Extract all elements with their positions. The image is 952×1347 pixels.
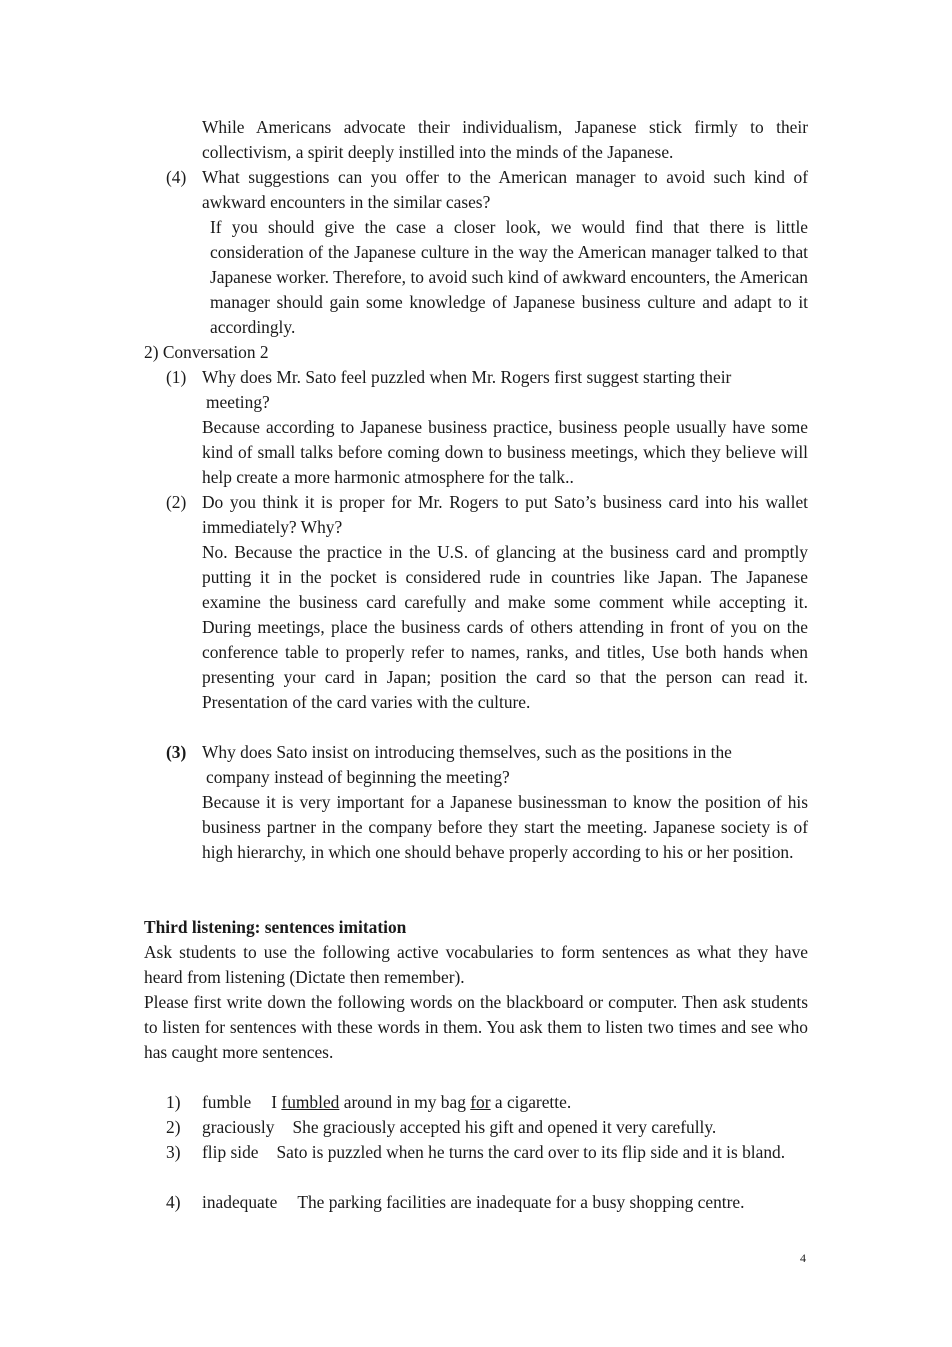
list-item (202, 1090, 808, 1115)
vocab-word: inadequate (202, 1192, 278, 1212)
page-number: 4 (800, 1251, 806, 1265)
vocab-sentence: She graciously accepted his gift and opened it very carefully. (292, 1117, 717, 1137)
third-listening-paragraph-1: Ask students to use the following active vocabularies to form sentences as what they have heard from listening (Dictate then remember). (144, 942, 808, 987)
conv2-q2-answer: No. Because the practice in the U.S. of glancing at the business card and promptly putting it in the pocket is considered rude in countries like Japan. The Japanese examine the business card carefully and make some comment while accepting it. During meetings, place the business cards of others attending in front of you on the conference table to properly refer to names, ranks, and titles, Use both hands when presenting your card in Japan; position the card so that the person can read it. Presentation of the card varies with the culture. (202, 542, 808, 712)
list-item (202, 1115, 808, 1140)
vocab-sentence-underlined-word: for (470, 1092, 491, 1112)
list-item (202, 1140, 808, 1165)
conversation2-heading: 2) Conversation 2 (144, 342, 269, 362)
conv1-q4-number: (4) (166, 167, 187, 187)
third-listening-heading: Third listening: sentences imitation (144, 917, 407, 937)
conv2-q1-answer: Because according to Japanese business practice, business people usually have some kind of small talks before coming down to business meetings, which they believe will help create a more harmonic atmosphere for the talk.. (202, 417, 808, 487)
vocab-word: graciously (202, 1117, 275, 1137)
vocab-item-number: 3) (166, 1142, 181, 1162)
conv2-q3-answer: Because it is very important for a Japanese businessman to know the position of his business partner in the company before they start the meeting. Japanese society is of high hierarchy, in which one should behave properly according to his or her position. (202, 792, 808, 862)
list-item (202, 1190, 808, 1215)
conv2-q3-number: (3) (166, 742, 187, 762)
vocab-item-number: 4) (166, 1192, 181, 1212)
conversation1-answer3-continued: While Americans advocate their individualism, Japanese stick firmly to their collectivism, a spirit deeply instilled into the minds of the Japanese. (202, 117, 808, 162)
conv2-q1-question-line2: meeting? (206, 392, 270, 412)
conv2-q3-question-line1: Why does Sato insist on introducing themselves, such as the positions in the (202, 742, 732, 762)
conv1-q4-answer: If you should give the case a closer look, we would find that there is little consideration of the Japanese culture in the way the American manager talked to that Japanese worker. Therefore, to avoid such kind of awkward encounters, the American manager should gain some knowledge of Japanese business culture and adapt to it accordingly. (210, 217, 808, 337)
conv2-q2-number: (2) (166, 492, 187, 512)
conv2-q2-question: Do you think it is proper for Mr. Rogers to put Sato’s business card into his wallet immediately? Why? (202, 492, 808, 537)
vocab-sentence-part: I (271, 1092, 282, 1112)
conv2-q1-number: (1) (166, 367, 187, 387)
vocab-sentence: The parking facilities are inadequate for a busy shopping centre. (297, 1192, 745, 1212)
conv1-q4-question: What suggestions can you offer to the American manager to avoid such kind of awkward encounters in the similar cases? (202, 167, 808, 212)
vocab-sentence-underlined-word: fumbled (281, 1092, 340, 1112)
third-listening-paragraph-2: Please first write down the following words on the blackboard or computer. Then ask students to listen for sentences with these words in them. You ask them to listen two times and see who has caught more sentences. (144, 992, 808, 1062)
vocab-item-number: 2) (166, 1117, 181, 1137)
conv2-q1-question-line1: Why does Mr. Sato feel puzzled when Mr. Rogers first suggest starting their (202, 367, 732, 387)
vocab-sentence-part: around in my bag (339, 1092, 471, 1112)
vocab-word: flip side (202, 1142, 259, 1162)
conv2-q3-question-line2: company instead of beginning the meeting? (206, 767, 510, 787)
vocab-sentence-part: a cigarette. (490, 1092, 572, 1112)
vocab-sentence: Sato is puzzled when he turns the card over to its flip side and it is bland. (276, 1142, 786, 1162)
vocab-item-number: 1) (166, 1092, 181, 1112)
vocab-word: fumble (202, 1092, 252, 1112)
